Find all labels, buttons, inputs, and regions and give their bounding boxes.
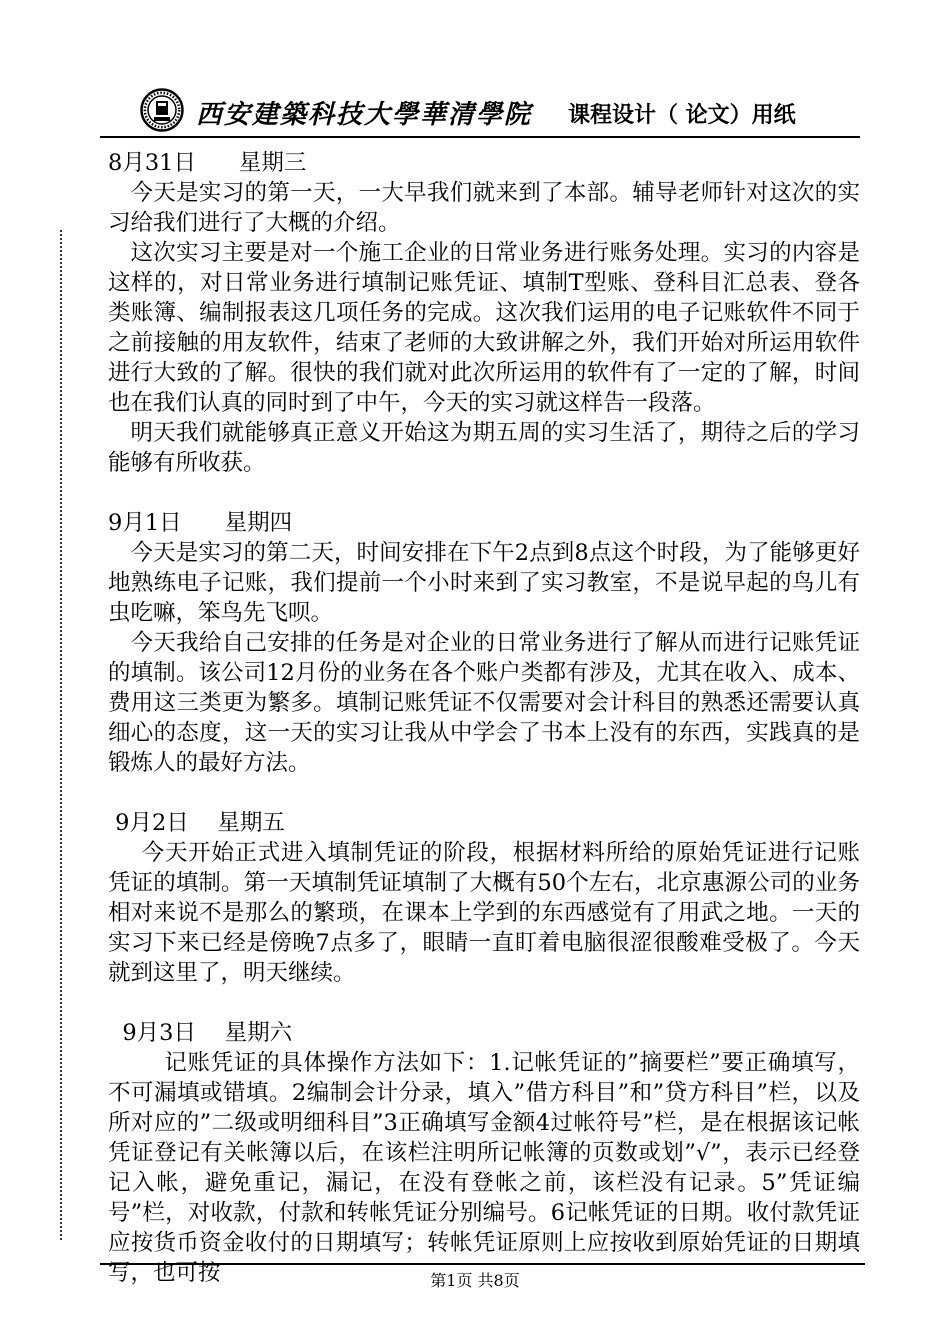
paper-type-label: 课程设计（ 论文）用纸 (568, 103, 796, 128)
entry-date: 9月2日 (115, 810, 189, 836)
entry-paragraph: 这次实习主要是对一个施工企业的日常业务进行账务处理。实习的内容是这样的，对日常业务进行填制记账凭证、填制T型账、登科目汇总表、登各类账簿、编制报表这几项任务的完成。这次我们运用的电子记账软件不同于之前接触的用友软件，结束了老师的大致讲解之外，我们开始对所运用软件进行大致的了解。很快的我们就对此次所运用的软件有了一定的了解，时间也在我们认真的同时到了中午，今天的实习就这样告一段落。 (108, 240, 860, 416)
entry-date: 9月3日 (122, 1020, 196, 1046)
diary-entry (108, 1018, 860, 1288)
page-header (100, 86, 860, 138)
entry-date: 8月31日 (108, 150, 196, 176)
diary-entry (108, 508, 860, 778)
entry-weekday: 星期五 (217, 810, 285, 836)
entry-paragraph: 今天是实习的第一天，一大早我们就来到了本部。辅导老师针对这次的实习给我们进行了大概的介绍。 (108, 180, 860, 236)
school-name: 西安建築科技大學華清學院 (196, 100, 533, 130)
entry-date-line (108, 1018, 860, 1048)
footer-rule (100, 1263, 865, 1265)
entry-weekday: 星期四 (224, 510, 293, 536)
binding-dotted-line (60, 230, 62, 1240)
diary-entry (108, 148, 860, 478)
diary-entry (108, 808, 860, 988)
page-number: 第1页 共8页 (430, 1271, 520, 1290)
entry-date-line (108, 808, 860, 838)
entry-paragraph: 今天我给自己安排的任务是对企业的日常业务进行了解从而进行记账凭证的填制。该公司12月份的业务在各个账户类都有涉及，尤其在收入、成本、费用这三类更为繁多。填制记账凭证不仅需要对会计科目的熟悉还需要认真细心的态度，这一天的实习让我从中学会了书本上没有的东西，实践真的是锻炼人的最好方法。 (108, 630, 860, 776)
entry-paragraph: 今天是实习的第二天，时间安排在下午2点到8点这个时段，为了能够更好地熟练电子记账，我们提前一个小时来到了实习教室，不是说早起的鸟儿有虫吃嘛，笨鸟先飞呗。 (108, 540, 860, 626)
document-body (108, 148, 860, 1318)
entry-paragraph: 明天我们就能够真正意义开始这为期五周的实习生活了，期待之后的学习能够有所收获。 (108, 420, 860, 476)
entry-date-line (108, 148, 860, 178)
entry-paragraph: 记账凭证的具体操作方法如下：1.记帐凭证的”摘要栏”要正确填写，不可漏填或错填。2编制会计分录，填入”借方科目”和”贷方科目”栏，以及所对应的”二级或明细科目”3正确填写金额4过帐符号”栏，是在根据该记帐凭证登记有关帐簿以后，在该栏注明所记帐簿的页数或划”√”，表示已经登记入帐，避免重记，漏记，在没有登帐之前，该栏没有记录。5”凭证编号”栏，对收款，付款和转帐凭证分别编号。6记帐凭证的日期。收付款凭证应按货币资金收付的日期填写；转帐凭证原则上应按收到原始凭证的日期填写，也可按 (108, 1050, 860, 1286)
entry-date: 9月1日 (108, 510, 182, 536)
entry-weekday: 星期三 (238, 150, 307, 176)
entry-date-line (108, 508, 860, 538)
entry-weekday: 星期六 (224, 1020, 293, 1046)
school-seal-icon (140, 88, 184, 132)
entry-paragraph: 今天开始正式进入填制凭证的阶段，根据材料所给的原始凭证进行记账凭证的填制。第一天填制凭证填制了大概有50个左右，北京惠源公司的业务相对来说不是那么的繁琐，在课本上学到的东西感觉有了用武之地。一天的实习下来已经是傍晚7点多了，眼睛一直盯着电脑很涩很酸难受极了。今天就到这里了，明天继续。 (108, 840, 860, 986)
